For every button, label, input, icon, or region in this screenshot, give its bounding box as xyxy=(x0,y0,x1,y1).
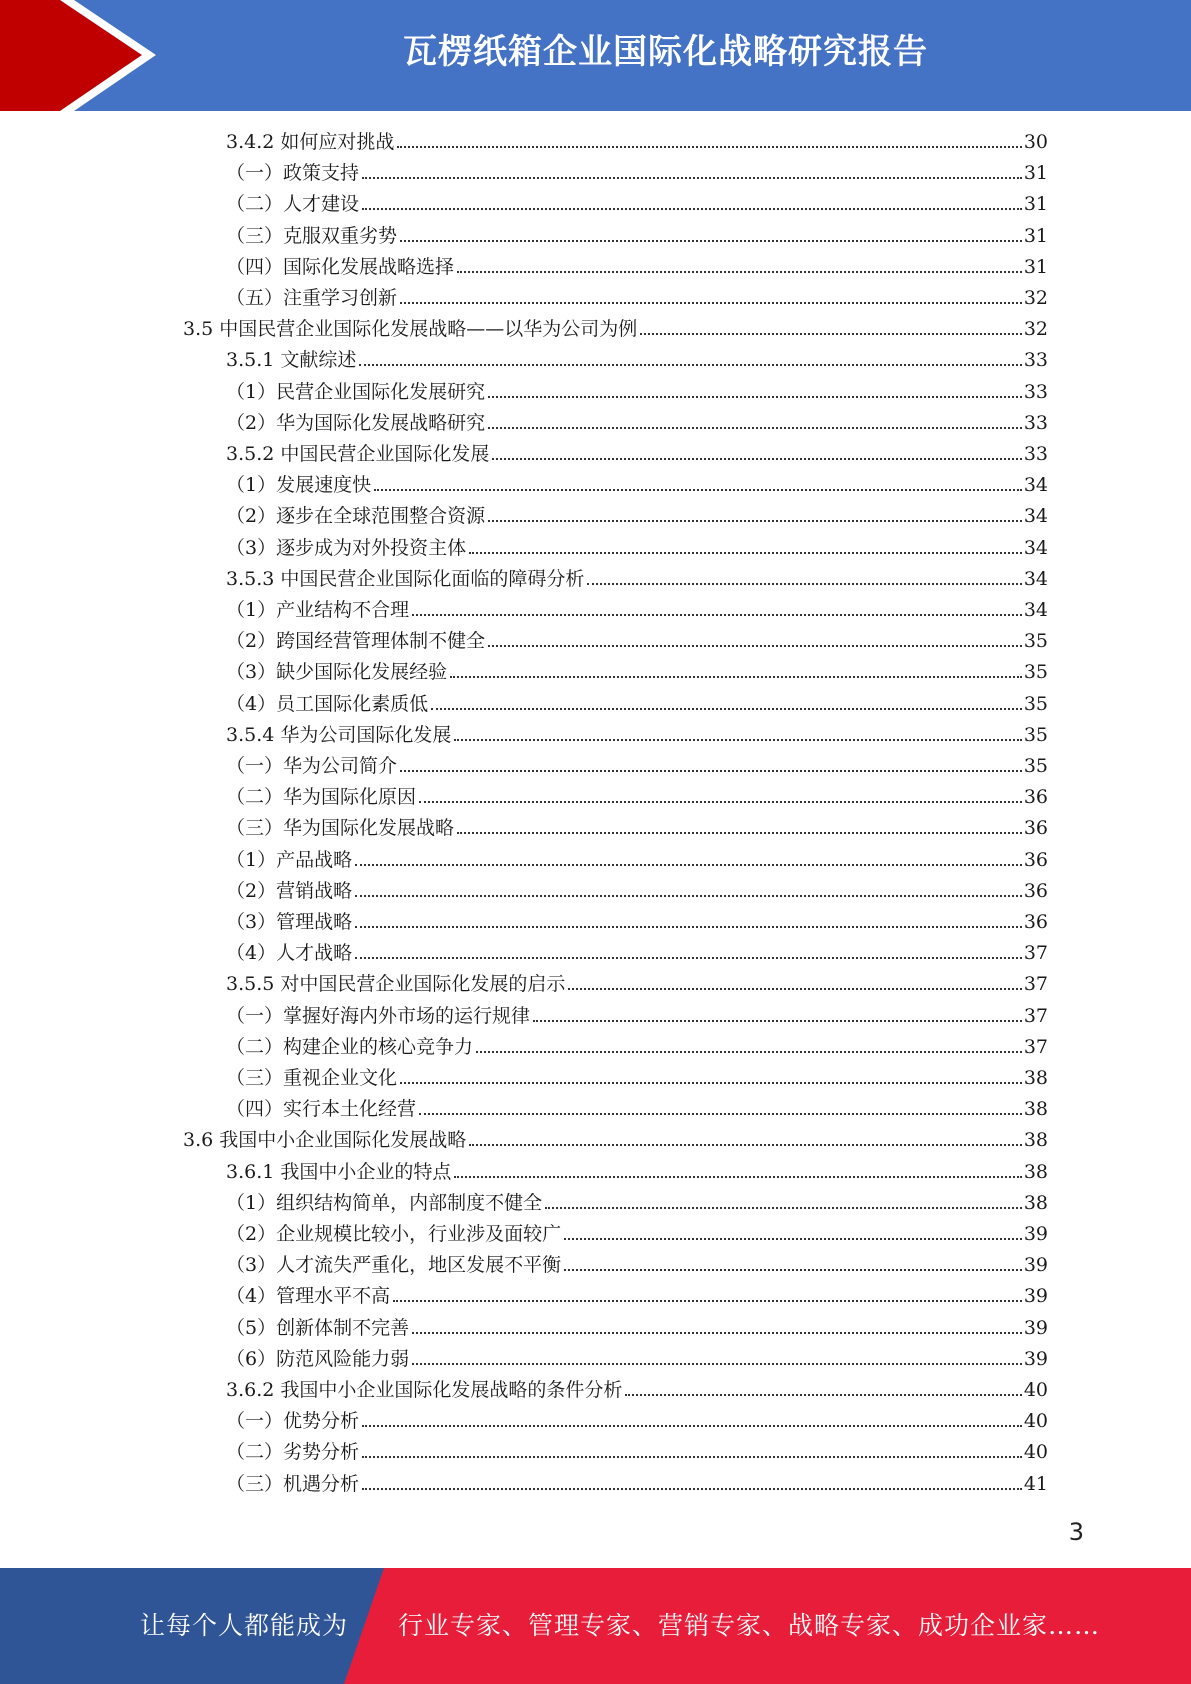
toc-entry-page: 33 xyxy=(1023,349,1048,372)
toc-entry-label: 3.5.5 对中国民营企业国际化发展的启示 xyxy=(226,973,566,996)
page-footer xyxy=(0,1568,1191,1684)
toc-entry-label: （4）管理水平不高 xyxy=(226,1285,391,1308)
toc-entry[interactable] xyxy=(226,284,1048,312)
toc-entry[interactable] xyxy=(226,346,1048,374)
toc-entry-label: （一）优势分析 xyxy=(226,1410,360,1433)
toc-entry-page: 37 xyxy=(1023,973,1048,996)
toc-entry[interactable] xyxy=(226,502,1048,530)
toc-entry-page: 36 xyxy=(1023,848,1048,871)
toc-entry-page: 36 xyxy=(1023,817,1048,840)
toc-entry-label: 3.5.1 文献综述 xyxy=(226,349,357,372)
toc-entry[interactable] xyxy=(226,1002,1048,1030)
toc-entry[interactable] xyxy=(226,908,1048,936)
toc-entry-label: （2）跨国经营管理体制不健全 xyxy=(226,630,486,653)
toc-dot-leader xyxy=(587,582,1021,585)
toc-dot-leader xyxy=(400,769,1022,772)
toc-dot-leader xyxy=(457,831,1022,834)
toc-dot-leader xyxy=(469,1143,1022,1146)
toc-dot-leader xyxy=(362,1424,1022,1427)
toc-dot-leader xyxy=(568,987,1021,990)
toc-dot-leader xyxy=(362,1487,1022,1490)
toc-entry-label: （2）营销战略 xyxy=(226,879,353,902)
toc-entry[interactable] xyxy=(226,222,1048,250)
toc-entry[interactable] xyxy=(226,1095,1048,1123)
toc-entry-label: （一）华为公司简介 xyxy=(226,755,398,777)
toc-entry-page: 38 xyxy=(1023,1129,1048,1152)
toc-dot-leader xyxy=(374,488,1022,491)
toc-dot-leader xyxy=(355,863,1022,866)
toc-entry-page: 36 xyxy=(1023,879,1048,902)
toc-entry-label: （2）华为国际化发展战略研究 xyxy=(226,411,486,434)
toc-entry-label: （三）重视企业文化 xyxy=(226,1067,398,1089)
toc-entry[interactable] xyxy=(226,1282,1048,1310)
toc-entry-label: 3.5 中国民营企业国际化发展战略——以华为公司为例 xyxy=(183,318,638,341)
toc-entry-label: （四）国际化发展战略选择 xyxy=(226,255,455,278)
toc-entry[interactable] xyxy=(183,315,1048,343)
toc-entry[interactable] xyxy=(226,1438,1048,1466)
toc-entry[interactable] xyxy=(226,1033,1048,1061)
toc-entry-page: 40 xyxy=(1023,1379,1048,1401)
toc-entry[interactable] xyxy=(226,783,1048,811)
toc-entry[interactable] xyxy=(226,1158,1048,1186)
toc-dot-leader xyxy=(431,707,1022,710)
toc-entry-label: （3）人才流失严重化，地区发展不平衡 xyxy=(226,1254,562,1277)
report-title: 瓦楞纸箱企业国际化战略研究报告 xyxy=(403,32,928,72)
toc-dot-leader xyxy=(362,176,1022,179)
toc-entry[interactable] xyxy=(226,1251,1048,1279)
toc-entry-page: 38 xyxy=(1023,1160,1048,1183)
toc-entry[interactable] xyxy=(226,1064,1048,1092)
toc-entry-label: （2）企业规模比较小，行业涉及面较广 xyxy=(226,1223,562,1245)
toc-entry-label: （4）人才战略 xyxy=(226,942,353,965)
toc-entry[interactable] xyxy=(226,721,1048,749)
toc-entry-label: 3.5.4 华为公司国际化发展 xyxy=(226,723,452,746)
toc-entry-page: 37 xyxy=(1023,942,1048,965)
toc-dot-leader xyxy=(488,519,1022,522)
toc-entry[interactable] xyxy=(226,190,1048,218)
toc-entry-page: 39 xyxy=(1023,1347,1048,1370)
toc-dot-leader xyxy=(454,738,1021,741)
toc-entry[interactable] xyxy=(226,970,1048,998)
toc-entry-page: 33 xyxy=(1023,443,1048,465)
toc-dot-leader xyxy=(412,1331,1022,1334)
toc-entry-label: （1）组织结构简单，内部制度不健全 xyxy=(226,1191,543,1214)
toc-entry[interactable] xyxy=(226,378,1048,406)
toc-entry-label: 3.4.2 如何应对挑战 xyxy=(226,131,395,153)
toc-dot-leader xyxy=(400,239,1022,242)
toc-entry-label: （1）产品战略 xyxy=(226,848,353,871)
toc-dot-leader xyxy=(400,301,1022,304)
toc-dot-leader xyxy=(488,395,1022,398)
toc-dot-leader xyxy=(412,613,1022,616)
toc-entry-page: 38 xyxy=(1023,1191,1048,1214)
page-number: 3 xyxy=(1068,1518,1084,1546)
toc-dot-leader xyxy=(419,800,1022,803)
toc-entry-label: （二）人才建设 xyxy=(226,193,360,216)
toc-entry-label: （二）劣势分析 xyxy=(226,1441,360,1464)
toc-entry-page: 39 xyxy=(1023,1223,1048,1245)
toc-entry-label: （3）逐步成为对外投资主体 xyxy=(226,536,467,559)
toc-dot-leader xyxy=(362,207,1022,210)
toc-entry-page: 32 xyxy=(1023,287,1048,309)
toc-entry-label: （三）华为国际化发展战略 xyxy=(226,817,455,840)
toc-dot-leader xyxy=(450,675,1022,678)
toc-entry-page: 40 xyxy=(1023,1441,1048,1464)
toc-entry-page: 35 xyxy=(1023,630,1048,653)
toc-entry-page: 31 xyxy=(1023,193,1048,216)
toc-entry[interactable] xyxy=(226,1345,1048,1373)
toc-entry-label: 3.5.2 中国民营企业国际化发展 xyxy=(226,443,490,465)
toc-entry-label: （一）政策支持 xyxy=(226,162,360,185)
toc-entry-label: （1）民营企业国际化发展研究 xyxy=(226,380,486,403)
toc-entry[interactable] xyxy=(226,846,1048,874)
toc-entry-page: 34 xyxy=(1023,599,1048,621)
toc-entry-page: 31 xyxy=(1023,224,1048,247)
toc-entry[interactable] xyxy=(226,596,1048,624)
toc-entry-page: 30 xyxy=(1023,131,1048,153)
toc-entry-label: （3）管理战略 xyxy=(226,911,353,933)
toc-entry-page: 36 xyxy=(1023,786,1048,809)
toc-entry-page: 41 xyxy=(1023,1472,1048,1495)
toc-entry[interactable] xyxy=(226,565,1048,593)
toc-entry[interactable] xyxy=(226,128,1048,156)
toc-entry-page: 38 xyxy=(1023,1067,1048,1089)
toc-dot-leader xyxy=(355,925,1022,928)
toc-dot-leader xyxy=(476,1050,1022,1053)
toc-entry[interactable] xyxy=(226,752,1048,780)
toc-dot-leader xyxy=(454,1175,1021,1178)
toc-dot-leader xyxy=(564,1237,1022,1240)
toc-entry-label: （三）机遇分析 xyxy=(226,1472,360,1495)
toc-entry-page: 32 xyxy=(1023,318,1048,341)
toc-entry[interactable] xyxy=(226,877,1048,905)
toc-entry-page: 38 xyxy=(1023,1098,1048,1121)
toc-entry-label: （四）实行本土化经营 xyxy=(226,1098,417,1121)
toc-entry-label: （五）注重学习创新 xyxy=(226,287,398,309)
toc-entry[interactable] xyxy=(226,1189,1048,1217)
toc-entry-label: （二）构建企业的核心竞争力 xyxy=(226,1035,474,1058)
toc-entry-page: 39 xyxy=(1023,1254,1048,1277)
page-header xyxy=(0,0,1191,111)
toc-dot-leader xyxy=(488,644,1022,647)
toc-dot-leader xyxy=(469,551,1022,554)
toc-entry-label: 3.6.1 我国中小企业的特点 xyxy=(226,1160,452,1183)
toc-dot-leader xyxy=(393,1299,1022,1302)
toc-dot-leader xyxy=(564,1268,1022,1271)
toc-entry-page: 33 xyxy=(1023,380,1048,403)
toc-entry-page: 34 xyxy=(1023,474,1048,497)
toc-dot-leader xyxy=(355,894,1022,897)
toc-dot-leader xyxy=(457,270,1022,273)
toc-dot-leader xyxy=(488,426,1022,429)
toc-entry[interactable] xyxy=(226,627,1048,655)
toc-entry-page: 39 xyxy=(1023,1316,1048,1339)
toc-entry-label: 3.5.3 中国民营企业国际化面临的障碍分析 xyxy=(226,567,585,590)
toc-dot-leader xyxy=(640,332,1022,335)
toc-entry-label: （一）掌握好海内外市场的运行规律 xyxy=(226,1004,531,1027)
toc-entry-label: （5）创新体制不完善 xyxy=(226,1316,410,1339)
toc-entry-label: （3）缺少国际化发展经验 xyxy=(226,661,448,684)
toc-entry-label: （6）防范风险能力弱 xyxy=(226,1347,410,1370)
toc-entry-page: 35 xyxy=(1023,723,1048,746)
toc-dot-leader xyxy=(492,457,1021,460)
toc-dot-leader xyxy=(545,1206,1022,1209)
toc-dot-leader xyxy=(362,1455,1022,1458)
toc-entry[interactable] xyxy=(226,253,1048,281)
toc-entry-label: （三）克服双重劣势 xyxy=(226,224,398,247)
toc-dot-leader xyxy=(412,1362,1022,1365)
toc-entry-page: 37 xyxy=(1023,1004,1048,1027)
toc-entry-page: 39 xyxy=(1023,1285,1048,1308)
toc-entry-label: 3.6 我国中小企业国际化发展战略 xyxy=(183,1129,467,1152)
toc-dot-leader xyxy=(355,956,1022,959)
toc-entry[interactable] xyxy=(226,409,1048,437)
toc-dot-leader xyxy=(625,1393,1021,1396)
toc-entry[interactable] xyxy=(226,814,1048,842)
toc-entry-page: 31 xyxy=(1023,162,1048,185)
toc-entry[interactable] xyxy=(226,534,1048,562)
toc-entry-label: 3.6.2 我国中小企业国际化发展战略的条件分析 xyxy=(226,1379,623,1401)
toc-entry-page: 31 xyxy=(1023,255,1048,278)
toc-entry[interactable] xyxy=(226,471,1048,499)
toc-entry[interactable] xyxy=(226,1220,1048,1248)
toc-dot-leader xyxy=(397,145,1021,148)
toc-dot-leader xyxy=(400,1081,1022,1084)
footer-slogan-right: 行业专家、管理专家、营销专家、战略专家、成功企业家…… xyxy=(398,1611,1101,1640)
toc-entry-page: 37 xyxy=(1023,1035,1048,1058)
footer-slogan-left: 让每个人都能成为 xyxy=(140,1611,349,1640)
toc-entry[interactable] xyxy=(226,658,1048,686)
toc-entry-page: 35 xyxy=(1023,661,1048,684)
toc-dot-leader xyxy=(419,1112,1022,1115)
toc-dot-leader xyxy=(359,363,1021,366)
toc-entry-page: 40 xyxy=(1023,1410,1048,1433)
toc-entry-page: 34 xyxy=(1023,505,1048,528)
toc-entry[interactable] xyxy=(226,1470,1048,1498)
toc-entry-label: （2）逐步在全球范围整合资源 xyxy=(226,505,486,528)
toc-entry-page: 36 xyxy=(1023,911,1048,933)
toc-entry-label: （1）发展速度快 xyxy=(226,474,372,497)
toc-entry[interactable] xyxy=(226,939,1048,967)
toc-entry-page: 35 xyxy=(1023,692,1048,715)
toc-entry-page: 34 xyxy=(1023,536,1048,559)
toc-entry-page: 33 xyxy=(1023,411,1048,434)
toc-entry[interactable] xyxy=(226,440,1048,468)
toc-entry-label: （1）产业结构不合理 xyxy=(226,599,410,621)
header-arrow-decoration xyxy=(0,0,160,111)
toc-entry[interactable] xyxy=(226,690,1048,718)
toc-entry-page: 34 xyxy=(1023,567,1048,590)
toc-entry[interactable] xyxy=(226,159,1048,187)
toc-entry-label: （4）员工国际化素质低 xyxy=(226,692,429,715)
toc-entry-label: （二）华为国际化原因 xyxy=(226,786,417,809)
toc-entry[interactable] xyxy=(183,1126,1048,1154)
toc-entry-page: 35 xyxy=(1023,755,1048,777)
toc-entry[interactable] xyxy=(226,1407,1048,1435)
toc-dot-leader xyxy=(533,1019,1022,1022)
toc-entry[interactable] xyxy=(226,1376,1048,1404)
toc-entry[interactable] xyxy=(226,1314,1048,1342)
